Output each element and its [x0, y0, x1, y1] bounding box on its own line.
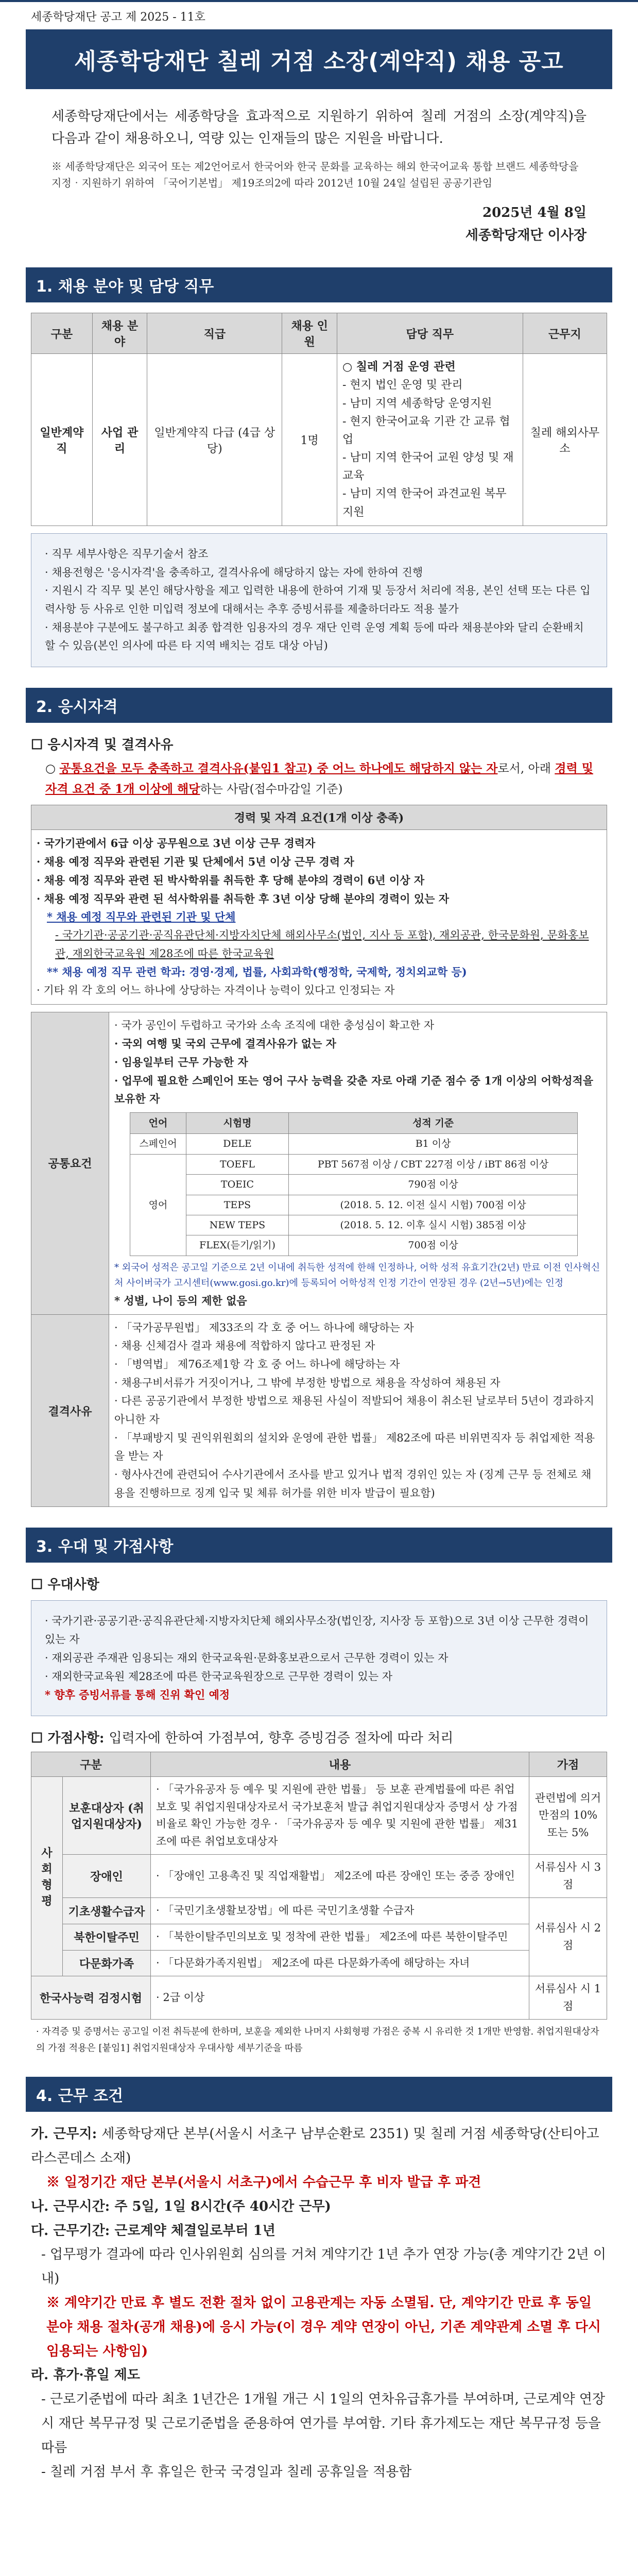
- section-1-header: 1. 채용 분야 및 담당 직무: [26, 267, 612, 302]
- bonus-col: 구분: [31, 1752, 151, 1776]
- career-requirement-list: [31, 830, 607, 1004]
- section-3-header: 3. 우대 및 가점사항: [26, 1528, 612, 1563]
- note-item: · 지원시 각 직무 및 본인 해당사항을 제고 입력한 내용에 한하여 기재 및 등장서 처리에 적용, 본인 선택 또는 다른 입력사항 등 사유로 인한 미입력 정보에 대해서는 추후 증빙서류를 제출하더라도 적용 불가: [45, 584, 591, 615]
- work-period-note: ※ 계약기간 만료 후 별도 전환 절차 없이 고용관계는 자동 소멸됨. 단, 계약기간 만료 후 동일 분야 채용 절차(공개 채용)에 응시 가능(이 경우 계약 연장이 아닌, 기존 계약관계 소멸 후 다시 임용되는 사항임): [46, 2295, 601, 2359]
- date-signature: [31, 201, 587, 247]
- lang-cell: TOEIC: [186, 1175, 289, 1195]
- notice-number: 세종학당재단 공고 제 2025 - 11호: [31, 11, 205, 24]
- lang-cell: TOEFL: [186, 1154, 289, 1174]
- cell-location: 칠레 해외사무소: [523, 354, 607, 526]
- page-title: 세종학당재단 칠레 거점 소장(계약직) 채용 공고: [26, 29, 612, 89]
- lang-cell: PBT 567점 이상 / CBT 227점 이상 / iBT 86점 이상: [288, 1154, 577, 1174]
- language-score-table: [130, 1112, 578, 1256]
- duty-item: - 남미 지역 한국어 교원 양성 및 재교육: [342, 451, 514, 483]
- bonus-cat: 보훈대상자 (취업지원대상자): [63, 1776, 151, 1854]
- note-item: · 채용분야 구분에도 불구하고 최종 합격한 임용자의 경우 재단 인력 운영 계획 등에 따라 채용분야와 달리 순환배치 할 수 있음(본인 의사에 따른 타 지역 배치는 검토 대상 아님): [45, 621, 584, 652]
- lead-end: 하는 사람(접수마감일 기준): [200, 783, 343, 796]
- lang-cell: TEPS: [186, 1195, 289, 1215]
- disq-item: · 「부패방지 및 권익위원회의 설치와 운영에 관한 법률」 제82조에 따른 비위면직자 등 취업제한 적용을 받는 자: [114, 1431, 595, 1463]
- disq-label: 결격사유: [31, 1314, 109, 1507]
- req-item: · 채용 예정 직무와 관련 된 석사학위를 취득한 후 3년 이상 당해 분야의 경력이 있는 자: [37, 892, 450, 905]
- common-list: [109, 1012, 607, 1314]
- bonus-points: 서류심사 시 2점: [529, 1898, 607, 1976]
- col-count: 채용 인원: [282, 313, 337, 354]
- section-2-header: 2. 응시자격: [26, 688, 612, 723]
- work-location-note: ※ 일정기간 재단 본부(서울시 서초구)에서 수습근무 후 비자 발급 후 파견: [46, 2175, 481, 2191]
- lead-red2: 경력 및 자격 요건 중 1개 이상에 해당: [45, 761, 593, 796]
- bonus-points: 관련법에 의거 만점의 10% 또는 5%: [529, 1776, 607, 1854]
- col-duties: 담당 직무: [337, 313, 523, 354]
- lang-cell: DELE: [186, 1134, 289, 1154]
- age-note: * 성별, 나이 등의 제한 없음: [114, 1294, 247, 1307]
- disq-item: · 채용 신체검사 결과 채용에 적합하지 않다고 판정된 자: [114, 1340, 375, 1352]
- note-item: · 직무 세부사항은 직무기술서 참조: [45, 547, 209, 560]
- cell-duties: [337, 354, 523, 526]
- lang-col: 시험명: [186, 1113, 289, 1134]
- bonus-cat: 한국사능력 검정시험: [31, 1976, 151, 2020]
- req-note: - 국가기관·공공기관·공직유관단체·지방자치단체 해외사무소(법인, 지사 등 포함), 재외공관, 한국문화원, 문화홍보관, 재외한국교육원 제28조에 따른 한국교육원: [55, 928, 589, 960]
- req-item: · 기타 위 각 호의 어느 하나에 상당하는 자격이나 능력이 있다고 인정되는 자: [37, 984, 395, 996]
- col-location: 근무지: [523, 313, 607, 354]
- pref-item: · 재외한국교육원 제28조에 따른 한국교육원장으로 근무한 경력이 있는 자: [45, 1670, 393, 1683]
- work-conditions: [31, 2122, 607, 2484]
- lang-col: 성적 기준: [288, 1113, 577, 1134]
- bonus-cat: 북한이탈주민: [63, 1924, 151, 1951]
- notice-date: 2025년 4월 8일: [482, 205, 587, 221]
- lang-cell: 700점 이상: [288, 1235, 577, 1256]
- duty-item: - 남미 지역 세종학당 운영지원: [342, 397, 492, 410]
- disq-item: · 형사사건에 관련되어 수사기관에서 조사를 받고 있거나 법적 경위인 있는 자 (징계 근무 등 전체로 채용을 진행하므로 징계 입국 및 체류 허가를 위한 비자 발급이 필요함): [114, 1468, 592, 1499]
- duty-item: - 현지 한국어교육 기관 간 교류 협업: [342, 415, 510, 446]
- req-item: · 국가기관에서 6급 이상 공무원으로 3년 이상 근무 경력자: [37, 837, 316, 850]
- note-item: · 채용전형은 '응시자격'을 충족하고, 결격사유에 해당하지 않는 자에 한하여 진행: [45, 566, 423, 579]
- bonus-label: ☐ 가점사항:: [31, 1730, 109, 1746]
- career-requirement-title: 경력 및 자격 요건(1개 이상 충족): [31, 805, 607, 830]
- pref-item: · 재외공관 주재관 임용되는 재외 한국교육원·문화홍보관으로서 근무한 경력이 있는 자: [45, 1651, 449, 1664]
- section-4-header: 4. 근무 조건: [26, 2077, 612, 2112]
- pref-item: · 국가기관·공공기관·공직유관단체·지방자치단체 해외사무소장(법인장, 지사장 등 포함)으로 3년 이상 근무한 경력이 있는 자: [45, 1615, 589, 1646]
- section-1-notes: [31, 533, 607, 667]
- bonus-content: · 2급 이상: [151, 1976, 529, 2020]
- language-note: * 외국어 성적은 공고일 기준으로 2년 이내에 취득한 성적에 한해 인정하나, 어학 성적 유효기간(2년) 만료 이전 인사혁신처 사이버국가 고시센터(www.gosi.go.kr)에 등록되어 어학성적 인정 기간이 연장된 경우 (2년→5년)에는 인정: [114, 1262, 600, 1289]
- common-item: · 업무에 필요한 스페인어 또는 영어 구사 능력을 갖춘 자로 아래 기준 점수 중 1개 이상의 어학성적을 보유한 자: [114, 1074, 594, 1106]
- bonus-points: 서류심사 시 1점: [529, 1976, 607, 2020]
- lang-cell: 790점 이상: [288, 1175, 577, 1195]
- req-item: · 채용 예정 직무와 관련된 기관 및 단체에서 5년 이상 근무 경력 자: [37, 855, 354, 869]
- common-item: · 임용일부터 근무 가능한 자: [114, 1056, 248, 1069]
- bonus-content: · 「다문화가족지원법」 제2조에 따른 다문화가족에 해당하는 자녀: [151, 1950, 529, 1976]
- work-period: 다. 근무기간: 근로계약 체결일로부터 1년: [31, 2223, 275, 2239]
- leave-item: - 근로기준법에 따라 최초 1년간은 1개월 개근 시 1일의 연차유급휴가를 부여하며, 근로계약 연장 시 재단 복무규정 및 근로기준법을 준용하여 연가를 부여함. 기타 휴가제도는 재단 복무규정 등을 따름: [41, 2392, 606, 2455]
- bonus-col: 내용: [151, 1752, 529, 1776]
- lang-cell: 영어: [130, 1154, 186, 1256]
- sub-preference: ☐ 우대사항: [31, 1577, 99, 1593]
- career-requirement-table: [31, 805, 607, 1004]
- bonus-note: · 자격증 및 증명서는 공고일 이전 취득분에 한하며, 보훈을 제외한 나머지 사회형평 가점은 중복 시 유리한 것 1개만 반영함. 취업지원대상자의 가점 적용은 [붙임1] 취업지원대상자 우대사항 세부기준을 따름: [36, 2026, 599, 2054]
- bonus-cat: 장애인: [63, 1855, 151, 1898]
- col-grade: 직급: [147, 313, 282, 354]
- duties-head: ○ 칠레 거점 운영 관련: [342, 360, 456, 374]
- intro-note: ※ 세종학당재단은 외국어 또는 제2언어로서 한국어와 한국 문화를 교육하는 해외 한국어교육 통합 브랜드 세종학당을 지정‧지원하기 위하여 「국어기본법」 제19조의2에 따라 2012년 10월 24일 설립된 공공기관임: [51, 160, 579, 189]
- disq-item: · 「국가공무원법」 제33조의 각 호 중 어느 하나에 해당하는 자: [114, 1321, 414, 1334]
- bonus-content: · 「북한이탈주민의보호 및 정착에 관한 법률」 제2조에 따른 북한이탈주민: [151, 1924, 529, 1951]
- lang-cell: FLEX(듣기/읽기): [186, 1235, 289, 1256]
- col-type: 구분: [31, 313, 93, 354]
- duty-item: - 남미 지역 한국어 과견교원 복무 지원: [342, 487, 507, 519]
- issuer-signature: 세종학당재단 이사장: [465, 227, 587, 243]
- disq-list: [109, 1314, 607, 1507]
- work-location: [31, 2122, 607, 2171]
- col-field: 채용 분야: [92, 313, 147, 354]
- position-table: [31, 313, 607, 526]
- bonus-content: · 「국가유공자 등 예우 및 지원에 관한 법률」 등 보훈 관계법률에 따른 취업보호 및 취업지원대상자로서 국가보훈처 발급 취업지원대상자 증명서 상 가점비율로 확인 가능한 경우 · 「국가유공자 등 예우 및 지원에 관한 법률」 제31조에 따른 취업보호대상자: [151, 1776, 529, 1854]
- lead-red: 공통요건을 모두 충족하고 결격사유(붙임1 참고) 중 어느 하나에도 해당하지 않는 자: [59, 761, 498, 775]
- intro-text: 세종학당재단에서는 세종학당을 효과적으로 지원하기 위하여 칠레 거점의 소장(계약직)을 다음과 같이 채용하오니, 역량 있는 인재들의 많은 지원을 바랍니다.: [51, 109, 587, 146]
- common-item: · 국외 여행 및 국외 근무에 결격사유가 없는 자: [114, 1037, 336, 1050]
- bonus-group: 사회형평: [31, 1776, 63, 1976]
- cell-count: 1명: [282, 354, 337, 526]
- common-label: 공통요건: [31, 1012, 109, 1314]
- req-note: * 채용 예정 직무와 관련된 기관 및 단체: [47, 910, 236, 924]
- preference-box: [31, 1600, 607, 1716]
- lang-cell: (2018. 5. 12. 이후 실시 시험) 385점 이상: [288, 1215, 577, 1235]
- lang-cell: NEW TEPS: [186, 1215, 289, 1235]
- bonus-table: [31, 1752, 607, 2020]
- disq-item: · 채용구비서류가 거짓이거나, 그 밖에 부정한 방법으로 채용을 작성하여 채용된 자: [114, 1376, 501, 1389]
- leave-title: 라. 휴가·휴일 제도: [31, 2367, 141, 2383]
- disq-item: · 다른 공공기관에서 부정한 방법으로 채용된 사실이 적발되어 채용이 취소된 날로부터 5년이 경과하지 아니한 자: [114, 1395, 594, 1426]
- qualification-lead: [31, 758, 607, 800]
- lang-cell: (2018. 5. 12. 이전 실시 시험) 700점 이상: [288, 1195, 577, 1215]
- lead-mid: 로서, 아래: [497, 761, 555, 775]
- pref-note: * 향후 증빙서류를 통해 진위 확인 예정: [45, 1688, 230, 1702]
- disq-item: · 「병역법」 제76조제1항 각 호 중 어느 하나에 해당하는 자: [114, 1358, 400, 1370]
- req-note: ** 채용 예정 직무 관련 학과: 경영·경제, 법률, 사회과학(행정학, 국제학, 정치외교학 등): [47, 965, 467, 979]
- work-hours: 나. 근무시간: 주 5일, 1일 8시간(주 40시간 근무): [31, 2198, 331, 2214]
- sub-qualification: ☐ 응시자격 및 결격사유: [31, 737, 174, 753]
- common-item: · 국가 공인이 두렵하고 국가와 소속 조직에 대한 충성심이 확고한 자: [114, 1019, 435, 1031]
- lead-bullet: ○: [45, 761, 60, 775]
- work-location-text: 세종학당재단 본부(서울시 서초구 남부순환로 2351) 및 칠레 거점 세종학당(산티아고 라스콘데스 소재): [31, 2126, 599, 2166]
- cell-grade: 일반계약직 다급 (4급 상당): [147, 354, 282, 526]
- bonus-cat: 기초생활수급자: [63, 1898, 151, 1924]
- lang-col: 언어: [130, 1113, 186, 1134]
- work-period-sub: - 업무평가 결과에 따라 인사위원회 심의를 거쳐 계약기간 1년 추가 연장 가능(총 계약기간 2년 이내): [41, 2247, 607, 2287]
- bonus-content: · 「국민기초생활보장법」에 따른 국민기초생활 수급자: [151, 1898, 529, 1924]
- cell-type: 일반계약직: [31, 354, 93, 526]
- bonus-desc: 입력자에 한하여 가점부여, 향후 증빙검증 절차에 따라 처리: [109, 1730, 454, 1746]
- cell-field: 사업 관리: [92, 354, 147, 526]
- req-item: · 채용 예정 직무와 관련 된 박사학위를 취득한 후 당해 분야의 경력이 6년 이상 자: [37, 873, 425, 887]
- common-disq-table: [31, 1012, 607, 1507]
- sub-bonus: [31, 1727, 607, 1747]
- leave-item: - 칠레 거점 부서 후 휴일은 한국 국경일과 칠레 공휴일을 적용함: [41, 2464, 412, 2480]
- lang-cell: B1 이상: [288, 1134, 577, 1154]
- bonus-content: · 「장애인 고용촉진 및 직업재활법」 제2조에 따른 장애인 또는 중증 장애인: [151, 1855, 529, 1898]
- lang-cell: 스페인어: [130, 1134, 186, 1154]
- bonus-col: 가점: [529, 1752, 607, 1776]
- work-location-label: 가. 근무지:: [31, 2126, 102, 2142]
- bonus-points: 서류심사 시 3점: [529, 1855, 607, 1898]
- duty-item: - 현지 법인 운영 및 관리: [342, 379, 463, 392]
- bonus-cat: 다문화가족: [63, 1950, 151, 1976]
